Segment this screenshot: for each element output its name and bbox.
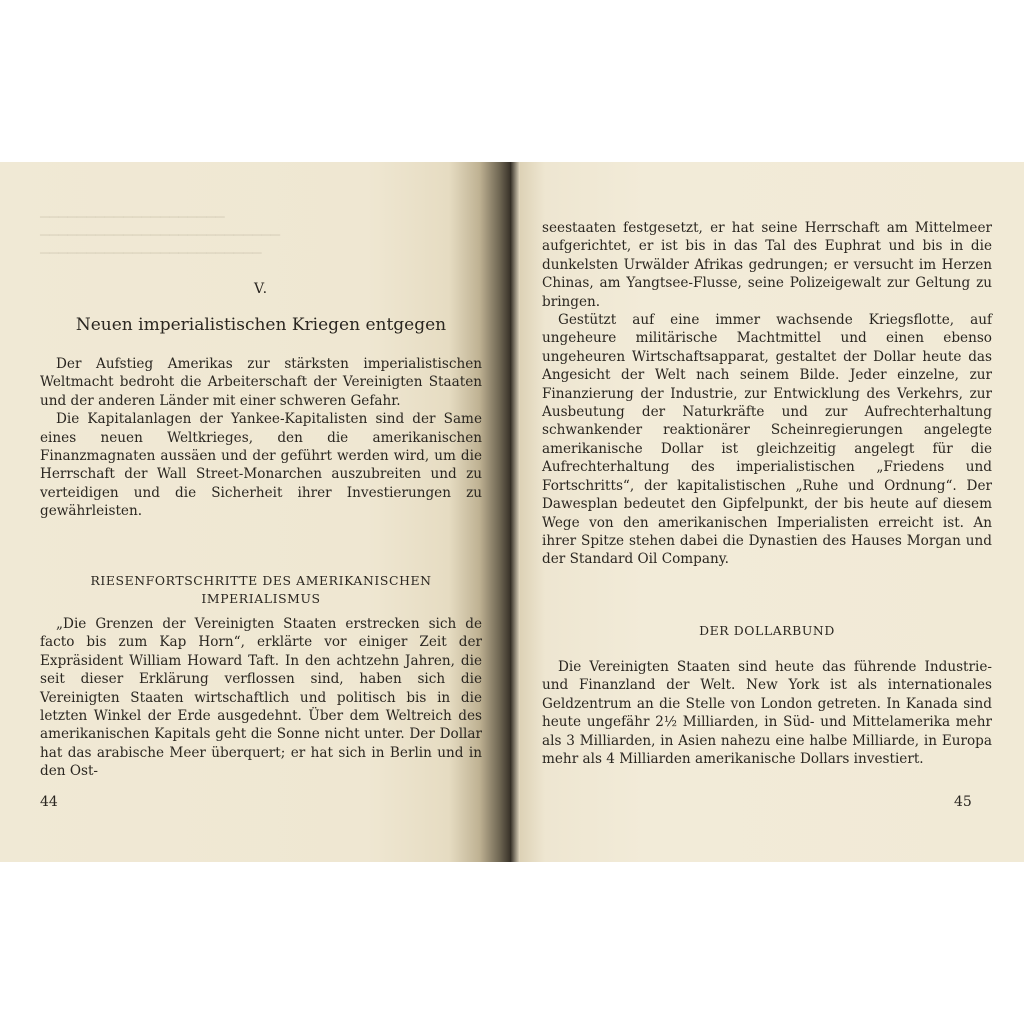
chapter-title: Neuen imperialistischen Kriegen entgegen: [75, 315, 447, 335]
paragraph: Die Kapitalanlagen der Yankee-Kapitalisten sind der Same eines neuen Weltkrieges, den die amerikanischen Finanzmagnaten aussäen und der geführt werden wird, um die Herrschaft der Wall Street-Monarchen auszubreiten und zu verteidigen und die Sicherheit ihrer Investierungen zu gewährleisten.: [40, 411, 482, 520]
paragraph: Der Aufstieg Amerikas zur stärksten imperialistischen Weltmacht bedroht die Arbeiterschaft der Vereinigten Staaten und der anderen Länder mit einer schweren Gefahr.: [40, 356, 482, 409]
book-gutter: [510, 162, 520, 862]
book-spread: [0, 162, 1024, 862]
section-heading: DER DOLLARBUND: [699, 623, 835, 638]
right-text-bottom: [542, 658, 992, 768]
left-page: [0, 162, 510, 862]
right-text-top: [542, 219, 992, 569]
paragraph: Die Vereinigten Staaten sind heute das führende Industrie- und Finanzland der Welt. New York ist als internationales Geldzentrum an die Stelle von London getreten. In Kanada sind heute ungefähr 2½ Milliarden, in Süd- und Mittelamerika mehr als 3 Milliarden, in Asien nahezu eine halbe Milliarde, in Europa mehr als 4 Milliarden amerikanische Dollars investiert.: [542, 659, 992, 768]
show-through-text: ▁▁▁▁▁▁▁▁▁▁▁▁▁▁▁▁▁▁▁▁ ▁▁▁▁▁▁▁▁▁▁▁▁▁▁▁▁▁▁▁▁▁▁▁▁▁▁ ▁▁▁▁▁▁▁▁▁▁▁▁▁▁▁▁▁▁▁▁▁▁▁▁: [40, 204, 280, 254]
section-heading-line: RIESENFORTSCHRITTE DES AMERIKANISCHEN: [90, 573, 432, 588]
page-number: 44: [40, 794, 58, 810]
left-text-bottom: [40, 615, 482, 781]
right-page: [520, 162, 1024, 862]
paragraph: „Die Grenzen der Vereinigten Staaten erstrecken sich de facto bis zum Kap Horn“, erklärte vor einiger Zeit der Expräsident William Howard Taft. In den achtzehn Jahren, die seit dieser Erklärung verflossen sind, haben sich die Vereinigten Staaten wirtschaftlich und politisch bis in die letzten Winkel der Erde ausgedehnt. Über dem Weltreich des amerikanischen Kapitals geht die Sonne nicht unter. Der Dollar hat das arabische Meer überquert; er hat sich in Berlin und in den Ost-: [40, 616, 482, 780]
chapter-number: V.: [253, 281, 269, 297]
paragraph: Gestützt auf eine immer wachsende Kriegsflotte, auf ungeheure militärische Machtmittel und einen ebenso ungeheuren Wirtschaftsapparat, gestaltet der Dollar heute das Angesicht der Welt nach seinem Bilde. Jeder einzelne, zur Finanzierung der Industrie, zur Entwicklung des Verkehrs, zur Ausbeutung der Naturkräfte und zur Aufrechterhaltung schwankender reaktionärer Scheinregierungen angelegte amerikanische Dollar ist gleichzeitig angelegt für die Aufrechterhaltung des imperialistischen „Friedens und Fortschritts“, der kapitalistischen „Ruhe und Ordnung“. Der Dawesplan bedeutet den Gipfelpunkt, der bis heute auf diesem Wege von den amerikanischen Imperialisten erreicht ist. An ihrer Spitze stehen dabei die Dynastien des Hauses Morgan und der Standard Oil Company.: [542, 312, 992, 568]
left-text-top: [40, 355, 482, 521]
page-number: 45: [954, 794, 972, 810]
paragraph: seestaaten festgesetzt, er hat seine Herrschaft am Mittelmeer aufgerichtet, er ist bis in das Tal des Euphrat und bis in die dunkelsten Urwälder Afrikas gedrungen; er versucht im Herzen Chinas, am Yangtsee-Flusse, seine Polizeigewalt zur Geltung zu bringen.: [542, 220, 992, 310]
section-heading: [40, 572, 482, 608]
section-heading-line: IMPERIALISMUS: [201, 591, 321, 606]
